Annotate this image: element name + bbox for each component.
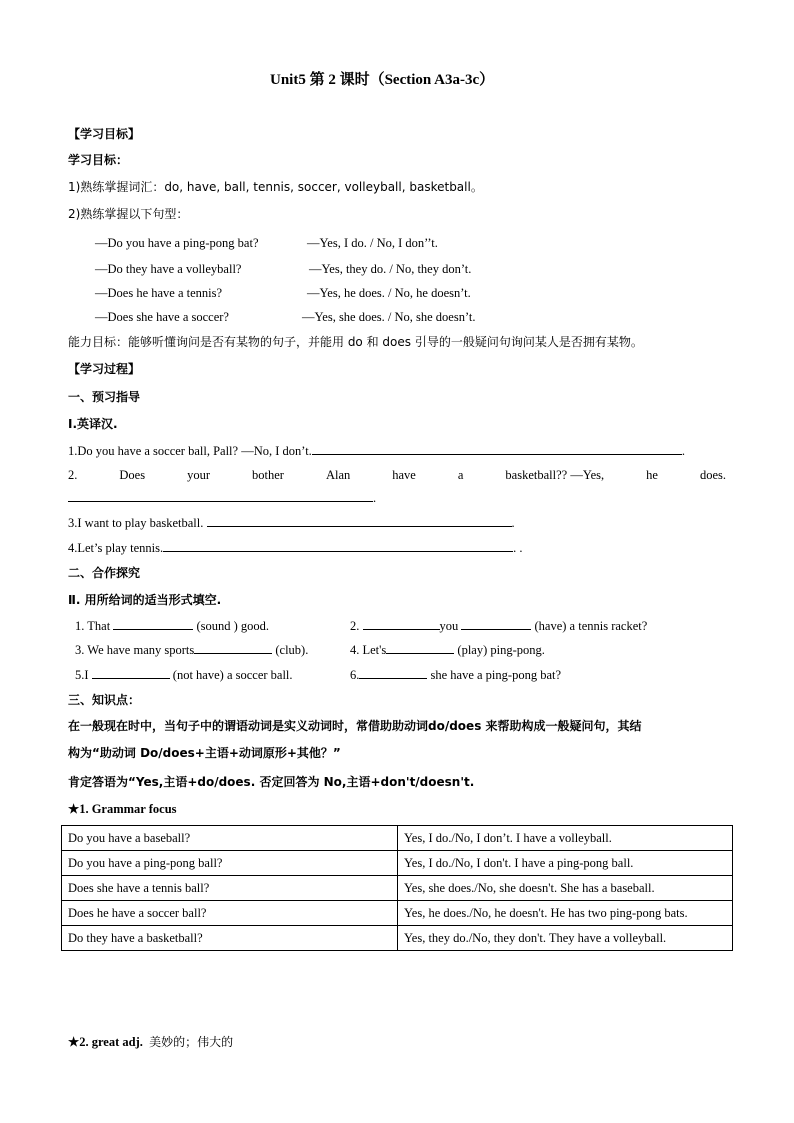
question-end: . (373, 491, 377, 505)
answer-blank[interactable] (68, 490, 373, 502)
objectives-label: 学习目标： (68, 153, 129, 167)
dialog-answer: —Yes, they do. / No, they don’t. (309, 262, 472, 276)
translation-question-2-line (68, 490, 376, 506)
dialog-answer: —Yes, he does. / No, he doesn’t. (307, 286, 471, 300)
answer-blank[interactable] (386, 642, 454, 654)
question-word: does. (699, 468, 726, 482)
grammar-focus-title: ★1. Grammar focus (68, 802, 177, 816)
answer-blank[interactable] (207, 515, 512, 527)
exercise-text: 6. (350, 668, 360, 682)
exercise-text: 2. (350, 619, 360, 633)
translation-question-1 (68, 443, 685, 459)
exercise-1 (75, 618, 269, 634)
question-word: he (646, 468, 658, 482)
great-title: ★2. great adj. (68, 1035, 143, 1049)
exercise-text: (not have) a soccer ball. (172, 668, 293, 682)
question-word: Alan (325, 468, 351, 482)
dialog-question: —Do you have a ping-pong bat? (95, 236, 259, 250)
table-row (62, 901, 733, 926)
exercise-text: she have a ping-pong bat? (430, 668, 562, 682)
question-cell: Do you have a baseball? (62, 826, 398, 851)
answer-blank[interactable] (312, 443, 682, 455)
exercise-text: (club). (275, 643, 309, 657)
exercise-5 (75, 667, 293, 683)
answer-blank[interactable] (359, 667, 427, 679)
grammar-rule-line-2: 构为“助动词 Do/does+主语+动词原形+其他？” (68, 746, 341, 760)
question-word: Does (119, 468, 146, 482)
table-row (62, 826, 733, 851)
exercise-text: 1. That (75, 619, 111, 633)
question-end: . . (513, 541, 523, 555)
answer-blank[interactable] (92, 667, 170, 679)
section-cooperate-heading: 二、合作探究 (68, 566, 141, 580)
objectives-heading: 【学习目标】 (68, 127, 141, 141)
dialog-answer: —Yes, she does. / No, she doesn’t. (302, 310, 476, 324)
fill-in-subheading: Ⅱ. 用所给词的适当形式填空. (68, 593, 222, 607)
process-heading: 【学习过程】 (68, 362, 141, 376)
exercise-text: 3. We have many sports (75, 643, 195, 657)
question-cell: Does he have a soccer ball? (62, 901, 398, 926)
question-word: a (457, 468, 464, 482)
question-cell: Do you have a ping-pong ball? (62, 851, 398, 876)
dialog-answer: —Yes, I do. / No, I don’’t. (307, 236, 438, 250)
answer-blank[interactable] (194, 642, 272, 654)
exercise-4 (350, 642, 545, 658)
question-text: 3.I want to play basketball. (68, 516, 204, 530)
exercise-text: (have) a tennis racket? (534, 619, 648, 633)
question-word: bother (252, 468, 284, 482)
dialog-question: —Does he have a tennis? (95, 286, 223, 300)
grammar-rule-line-1: 在一般现在时中，当句子中的谓语动词是实义动词时，常借助助动词do/does 来帮助构成一般疑问句，其结 (68, 719, 642, 733)
question-text: 4.Let’s play tennis. (68, 541, 164, 555)
exercise-6 (350, 667, 561, 683)
table-row (62, 926, 733, 951)
answer-cell: Yes, they do./No, they don't. They have a volleyball. (398, 926, 733, 951)
great-meaning: 美妙的；伟大的 (149, 1035, 234, 1049)
question-word: 2. (68, 468, 78, 482)
exercise-text: 5.I (75, 668, 89, 682)
great-entry (68, 1034, 233, 1050)
dialog-question: —Does she have a soccer? (95, 310, 229, 324)
answer-cell: Yes, I do./No, I don’t. I have a volleyball. (398, 826, 733, 851)
table-row (62, 851, 733, 876)
translation-subheading: I.英译汉. (68, 417, 118, 431)
exercise-text: you (439, 619, 459, 633)
question-end: . (681, 444, 685, 458)
question-cell: Does she have a tennis ball? (62, 876, 398, 901)
grammar-rule-line-3: 肯定答语为“Yes,主语+do/does. 否定回答为 No,主语+don't/doesn't. (68, 775, 475, 789)
ability-objective: 能力目标：能够听懂询问是否有某物的句子，并能用 do 和 does 引导的一般疑问句询问某人是否拥有某物。 (68, 335, 643, 349)
exercise-3 (75, 642, 308, 658)
section-knowledge-heading: 三、知识点： (68, 693, 141, 707)
answer-blank[interactable] (363, 618, 440, 630)
question-word: your (187, 468, 210, 482)
objective-sentences: 2)熟练掌握以下句型： (68, 207, 189, 221)
translation-question-4 (68, 540, 523, 556)
answer-blank[interactable] (461, 618, 531, 630)
answer-blank[interactable] (113, 618, 193, 630)
exercise-text: 4. Let's (350, 643, 387, 657)
translation-question-2 (68, 467, 726, 483)
answer-cell: Yes, she does./No, she doesn't. She has a baseball. (398, 876, 733, 901)
answer-blank[interactable] (163, 540, 513, 552)
section-preview-heading: 一、预习指导 (68, 390, 141, 404)
question-cell: Do they have a basketball? (62, 926, 398, 951)
dialog-question: —Do they have a volleyball? (95, 262, 242, 276)
answer-cell: Yes, he does./No, he doesn't. He has two ping-pong bats. (398, 901, 733, 926)
question-text: 1.Do you have a soccer ball, Pall? —No, I don’t. (68, 444, 312, 458)
exercise-2 (350, 618, 647, 634)
translation-question-3 (68, 515, 515, 531)
objective-vocab: 1)熟练掌握词汇：do, have, ball, tennis, soccer, volleyball, basketball。 (68, 180, 483, 194)
answer-cell: Yes, I do./No, I don't. I have a ping-pong ball. (398, 851, 733, 876)
table-row (62, 876, 733, 901)
question-end: . (511, 516, 515, 530)
page-title: Unit5 第 2 课时（Section A3a-3c） (270, 72, 495, 88)
question-word: basketball?? —Yes, (505, 468, 605, 482)
exercise-text: (play) ping-pong. (457, 643, 545, 657)
exercise-text: (sound ) good. (196, 619, 270, 633)
question-word: have (392, 468, 416, 482)
grammar-focus-table (61, 825, 733, 951)
